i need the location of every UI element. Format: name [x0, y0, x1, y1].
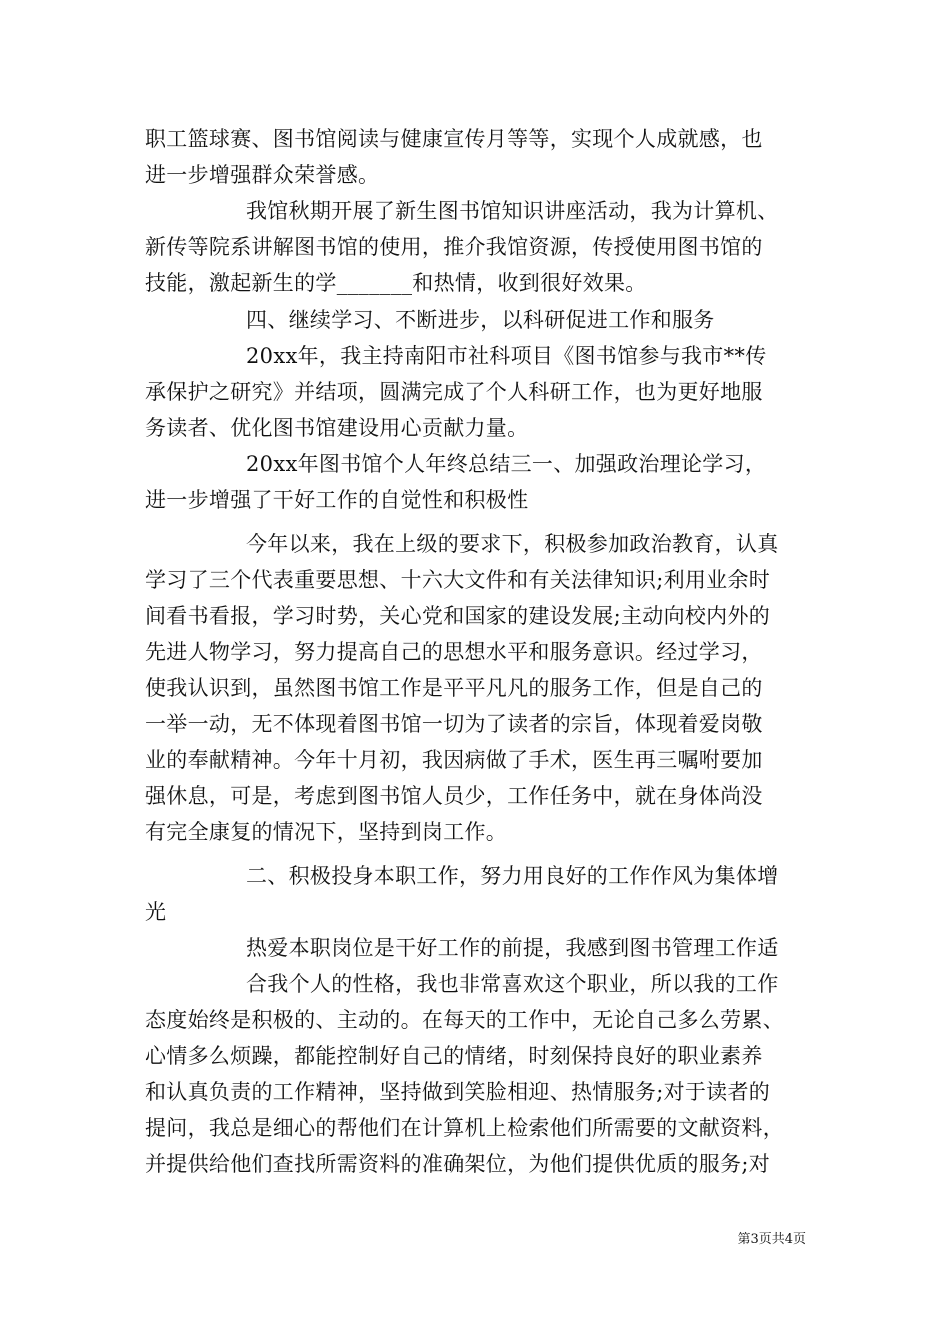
text-line-17: 一举一动，无不体现着图书馆一切为了读者的宗旨，体现着爱岗敬 [145, 712, 763, 736]
text-line-23: 热爱本职岗位是干好工作的前提，我感到图书管理工作适 [246, 936, 779, 960]
text-line-25: 态度始终是积极的、主动的。在每天的工作中，无论自己多么劳累、 [145, 1008, 784, 1032]
text-line-22: 光 [145, 900, 167, 924]
text-line-10: 20xx年图书馆个人年终总结三一、加强政治理论学习， [246, 452, 767, 476]
page-footer [0, 1231, 806, 1249]
text-line-20: 有完全康复的情况下，坚持到岗工作。 [145, 820, 508, 844]
text-line-16: 使我认识到，虽然图书馆工作是平平凡凡的服务工作，但是自己的 [145, 676, 763, 700]
text-line-13: 学习了三个代表重要思想、十六大文件和有关法律知识;利用业余时 [145, 568, 771, 592]
text-line-9: 务读者、优化图书馆建设用心贡献力量。 [145, 416, 529, 440]
text-line-12: 今年以来，我在上级的要求下，积极参加政治教育，认真 [246, 532, 779, 556]
text-line-14: 间看书看报，学习时势，关心党和国家的建设发展;主动向校内外的 [145, 604, 771, 628]
text-line-29: 并提供给他们查找所需资料的准确架位，为他们提供优质的服务;对 [145, 1152, 771, 1176]
text-line-15: 先进人物学习，努力提高自己的思想水平和服务意识。经过学习， [145, 640, 763, 664]
text-line-24: 合我个人的性格，我也非常喜欢这个职业，所以我的工作 [246, 972, 779, 996]
text-line-8: 承保护之研究》并结项，圆满完成了个人科研工作，也为更好地服 [145, 380, 763, 404]
text-line-27: 和认真负责的工作精神，坚持做到笑脸相迎、热情服务;对于读者的 [145, 1080, 771, 1104]
text-line-28: 提问，我总是细心的帮他们在计算机上检索他们所需要的文献资料， [145, 1116, 784, 1140]
section-heading-2: 二、积极投身本职工作，努力用良好的工作作风为集体增 [246, 864, 779, 888]
text-line-5: 技能，激起新生的学_______和热情，收到很好效果。 [145, 271, 647, 295]
section-heading-4: 四、继续学习、不断进步，以科研促进工作和服务 [246, 308, 715, 332]
text-line-1: 职工篮球赛、图书馆阅读与健康宣传月等等，实现个人成就感，也 [145, 127, 763, 151]
text-line-3: 我馆秋期开展了新生图书馆知识讲座活动，我为计算机、 [246, 199, 779, 223]
text-line-7: 20xx年，我主持南阳市社科项目《图书馆参与我市**传 [246, 344, 767, 368]
text-line-11: 进一步增强了干好工作的自觉性和积极性 [145, 488, 529, 512]
text-line-26: 心情多么烦躁，都能控制好自己的情绪，时刻保持良好的职业素养 [145, 1044, 763, 1068]
text-line-4: 新传等院系讲解图书馆的使用，推介我馆资源，传授使用图书馆的 [145, 235, 763, 259]
text-line-2: 进一步增强群众荣誉感。 [145, 163, 380, 187]
page-number-label: 第3页共4页 [737, 1232, 806, 1247]
text-line-19: 强休息，可是，考虑到图书馆人员少，工作任务中，就在身体尚没 [145, 784, 763, 808]
text-line-18: 业的奉献精神。今年十月初，我因病做了手术，医生再三嘱咐要加 [145, 748, 763, 772]
